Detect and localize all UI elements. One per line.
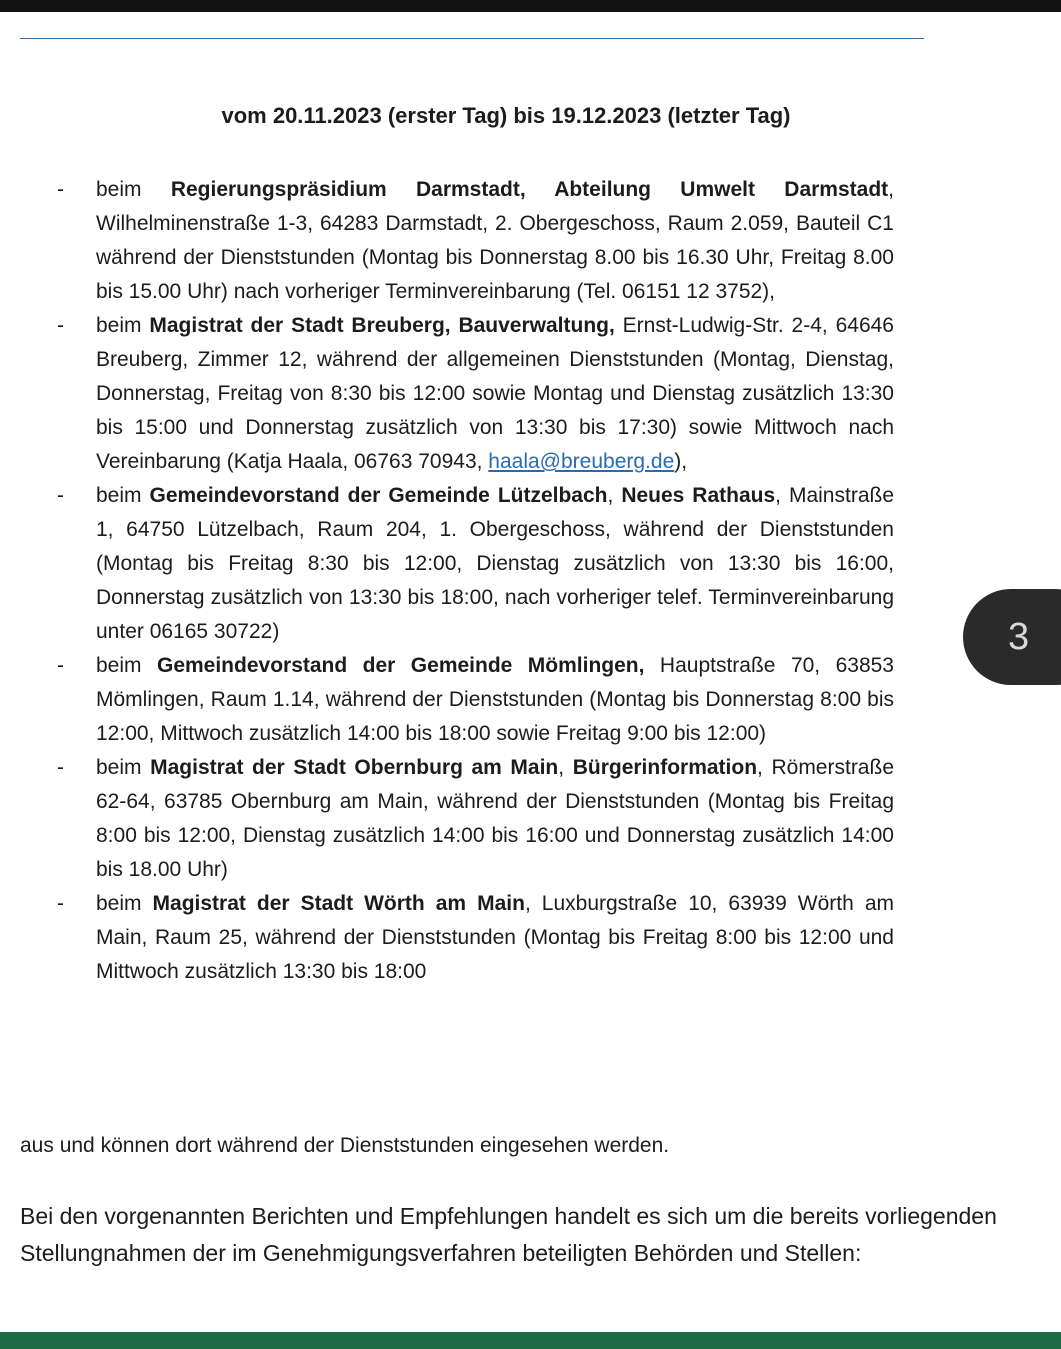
list-bullet: - — [57, 756, 64, 779]
item-authority: Magistrat der Stadt Breuberg, Bauverwaltung, — [149, 314, 615, 337]
item-details: , Luxburgstraße 10, 63939 Wörth am Main, Raum 25, während der Dienststunden (Montag bis Freitag 8:00 bis 12:00 und Mittwoch zusätzlich 13:30 bis 18:00 — [96, 892, 894, 983]
list-bullet: - — [57, 892, 64, 915]
item-details: Hauptstraße 70, 63853 Mömlingen, Raum 1.14, während der Dienststunden (Montag bis Donnerstag 8:00 bis 12:00, Mittwoch zusätzlich 14:00 bis 18:00 sowie Freitag 9:00 bis 12:00) — [96, 654, 894, 745]
list-bullet: - — [57, 484, 64, 507]
item-prefix: beim — [96, 654, 157, 677]
list-item — [0, 479, 1061, 649]
item-building: Bürgerinformation — [572, 756, 758, 779]
list-item — [0, 309, 1061, 479]
top-status-bar — [0, 0, 1061, 12]
list-item — [0, 649, 1061, 751]
closing-line: aus und können dort während der Dienststunden eingesehen werden. — [20, 1134, 670, 1157]
list-item — [0, 173, 1061, 309]
page-number-badge[interactable] — [963, 589, 1061, 685]
item-authority: Gemeindevorstand der Gemeinde Mömlingen, — [156, 654, 645, 677]
item-building: Neues Rathaus — [621, 484, 776, 507]
item-details-end: ), — [674, 450, 688, 473]
item-authority: Magistrat der Stadt Obernburg am Main — [150, 756, 559, 779]
item-prefix: beim — [96, 892, 153, 915]
list-item — [0, 887, 1061, 989]
item-separator: , — [607, 484, 622, 507]
item-authority: Gemeindevorstand der Gemeinde Lützelbach — [149, 484, 608, 507]
header-rule — [20, 38, 924, 39]
list-item-text — [96, 173, 894, 309]
item-details: , Wilhelminenstraße 1-3, 64283 Darmstadt, 2. Obergeschoss, Raum 2.059, Bauteil C1 während der Dienststunden (Montag bis Donnerstag 8.00 bis 16.30 Uhr, Freitag 8.00 bis 15.00 Uhr) nach vorheriger Terminvereinbarung (Tel. 06151 12 3752), — [96, 178, 894, 303]
item-authority: Magistrat der Stadt Wörth am Main — [152, 892, 525, 915]
page-number: 3 — [1008, 616, 1030, 658]
location-list — [0, 173, 1061, 989]
list-bullet: - — [57, 178, 64, 201]
list-bullet: - — [57, 314, 64, 337]
date-range-heading: vom 20.11.2023 (erster Tag) bis 19.12.2023 (letzter Tag) — [221, 103, 791, 128]
list-item — [0, 751, 1061, 887]
item-prefix: beim — [96, 484, 150, 507]
list-item-text — [96, 887, 894, 989]
item-prefix: beim — [96, 756, 151, 779]
item-details: , Mainstraße 1, 64750 Lützelbach, Raum 204, 1. Obergeschoss, während der Dienststunden (Montag bis Freitag 8:30 bis 12:00, Dienstag zusätzlich von 13:30 bis 16:00, Donnerstag zusätzlich von 13:30 bis 18:00, nach vorheriger telef. Terminvereinbarung unter 06165 30722) — [96, 484, 895, 643]
item-details: , Römerstraße 62-64, 63785 Obernburg am Main, während der Dienststunden (Montag bis Freitag 8:00 bis 12:00, Dienstag zusätzlich 14:00 bis 16:00 und Donnerstag zusätzlich 14:00 bis 18.00 Uhr) — [96, 756, 894, 881]
item-details: Ernst-Ludwig-Str. 2-4, 64646 Breuberg, Zimmer 12, während der allgemeinen Dienststunden (Montag, Dienstag, Donnerstag, Freitag von 8:30 bis 12:00 sowie Montag und Dienstag zusätzlich 13:30 bis 15:00 und Donnerstag zusätzlich von 13:30 bis 17:30) sowie Mittwoch nach Vereinbarung (Katja Haala, 06763 70943, — [96, 314, 894, 473]
list-item-text — [96, 479, 894, 649]
list-item-text — [96, 751, 894, 887]
item-authority: Regierungspräsidium Darmstadt, Abteilung Umwelt Darmstadt — [170, 178, 889, 201]
list-bullet: - — [57, 654, 64, 677]
body-paragraph: Bei den vorgenannten Berichten und Empfehlungen handelt es sich um die bereits vorliegenden Stellungnahmen der im Genehmigungsverfahren beteiligten Behörden und Stellen: — [20, 1203, 997, 1266]
item-prefix: beim — [96, 178, 171, 201]
email-link[interactable]: haala@breuberg.de — [488, 450, 675, 473]
list-item-text — [96, 309, 894, 479]
list-item-text — [96, 649, 894, 751]
item-prefix: beim — [96, 314, 150, 337]
item-separator: , — [558, 756, 573, 779]
bottom-bar — [0, 1332, 1061, 1349]
